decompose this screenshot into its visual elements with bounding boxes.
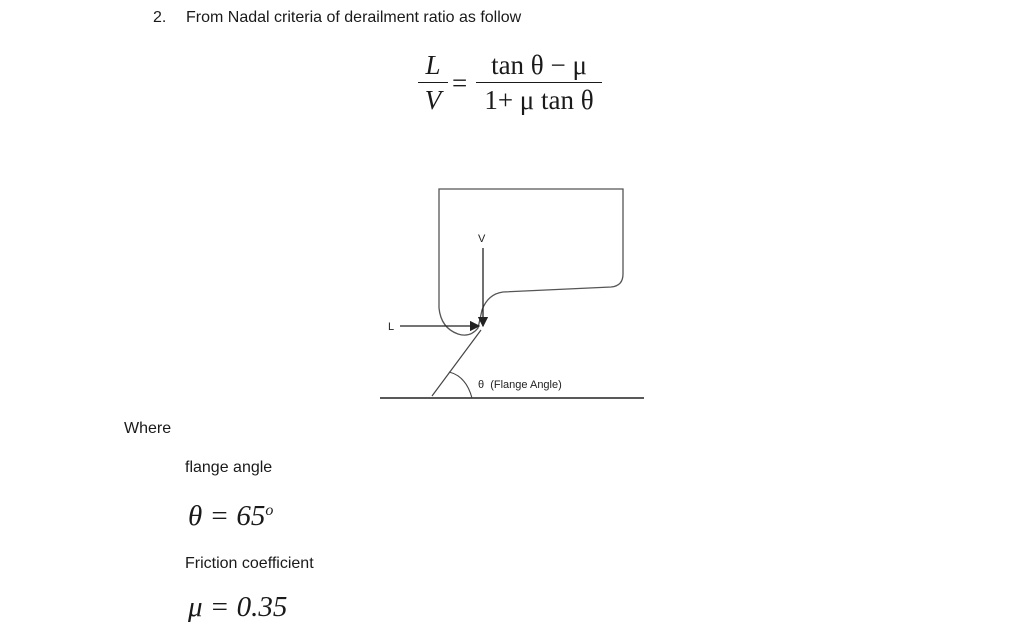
friction-coefficient-label: Friction coefficient [185, 555, 314, 572]
question-text: From Nadal criteria of derailment ratio as follow [186, 9, 522, 26]
label-v: V [478, 233, 486, 245]
lhs-numerator: L [425, 50, 441, 80]
wheel-outline [439, 189, 623, 335]
flange-line [432, 330, 481, 396]
mu-value: μ = 0.35 [188, 591, 288, 623]
theta-value [188, 500, 273, 533]
wheel-flange-diagram [378, 186, 648, 406]
flange-angle-label: flange angle [185, 459, 273, 476]
theta-equation: θ = 65 [188, 500, 266, 532]
lhs-fraction [418, 48, 448, 117]
label-l: L [388, 321, 395, 333]
lhs-denominator: V [424, 85, 442, 116]
where-label: Where [124, 420, 172, 437]
degree-superscript: o [265, 502, 274, 519]
equals-sign: = [452, 68, 468, 98]
angle-arc [449, 372, 472, 398]
question-number: 2. [153, 9, 167, 26]
rhs-numerator: tan θ − μ [491, 50, 587, 80]
rhs-denominator: 1+ μ tan θ [484, 85, 594, 116]
nadal-formula [410, 48, 610, 128]
rhs-fraction [476, 48, 602, 117]
label-flange-angle: θ (Flange Angle) [478, 379, 562, 391]
